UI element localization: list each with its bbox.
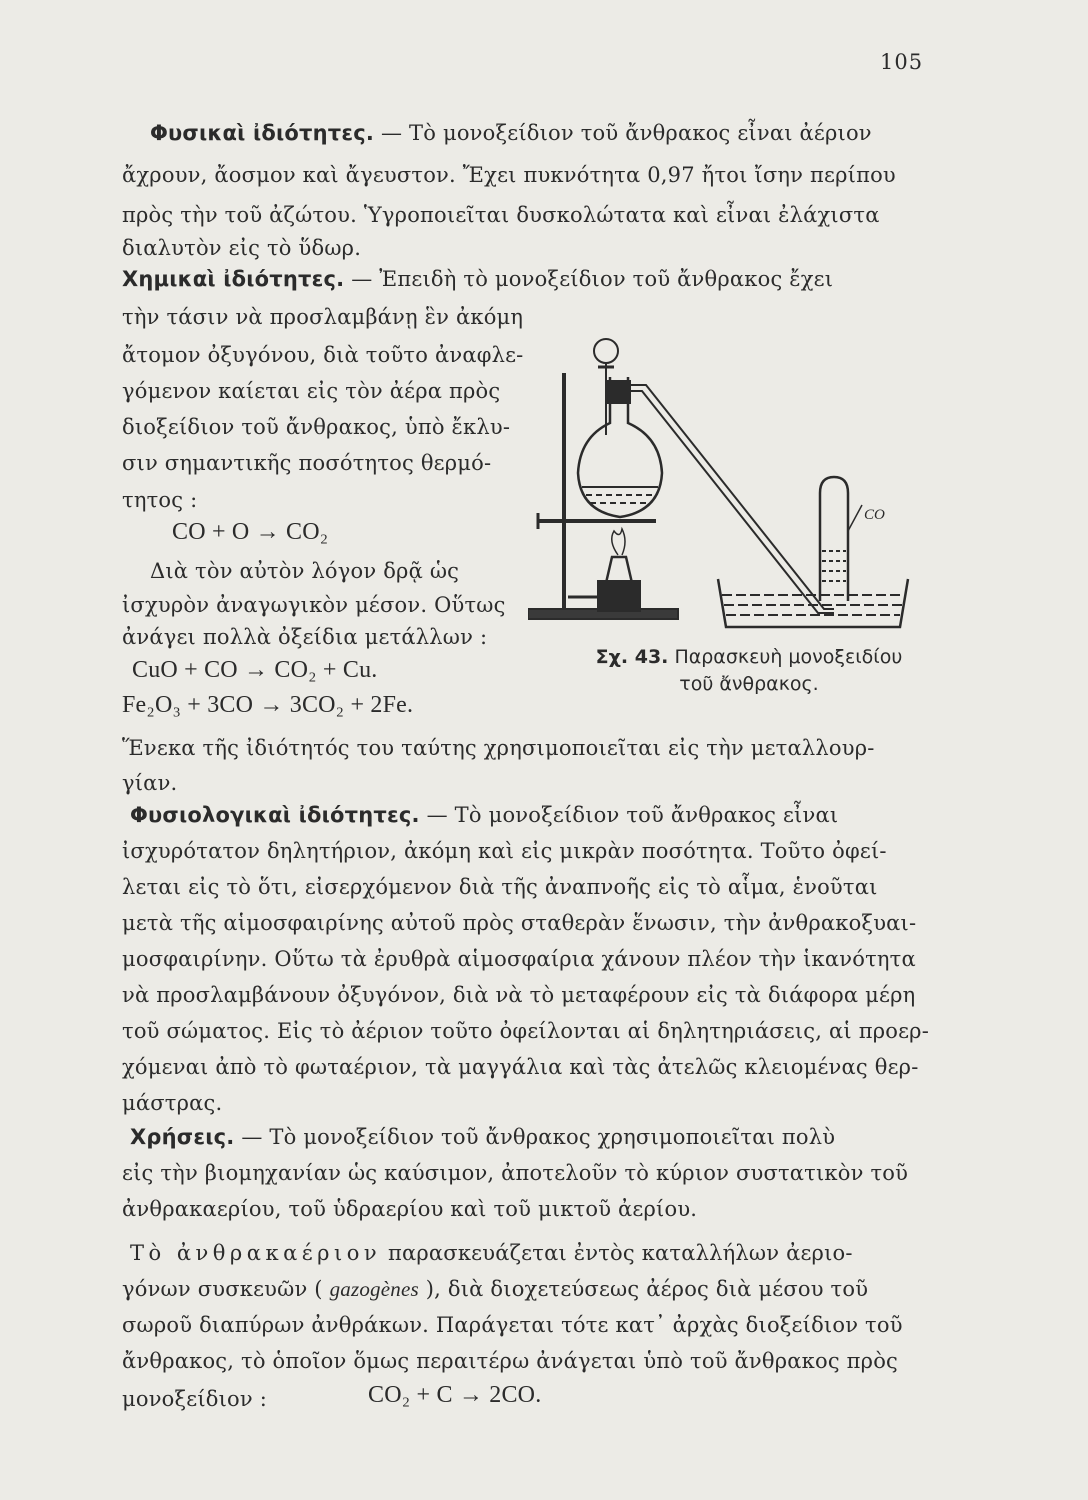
physiological-heading: Φυσιολογικαὶ ἰδιότητες. — [130, 803, 420, 827]
physical-line-1 — [150, 118, 872, 148]
apparatus-figure — [528, 325, 920, 635]
chemical-line-6: σιν σημαντικῆς ποσότητος θερμό- — [122, 451, 492, 475]
chemical-line-1 — [122, 264, 833, 294]
figure-caption-line-2: τοῦ ἄνθρακος. — [679, 673, 819, 695]
equation-co2-reduction: CO₂ + C → 2CO. — [368, 1382, 542, 1408]
uses-line-3: ἀνθρακαερίου, τοῦ ὑδραερίου καὶ τοῦ μικτοῦ ἀερίου. — [122, 1197, 698, 1221]
uses-text-5b: ), διὰ διοχετεύσεως ἀέρος διὰ μέσου τοῦ — [418, 1277, 869, 1301]
uses-heading: Χρήσεις. — [130, 1125, 235, 1149]
physiological-line-8: χόμεναι ἀπὸ τὸ φωταέριον, τὰ μαγγάλια καὶ τὰς ἀτελῶς κλειομένας θερ- — [122, 1055, 919, 1079]
apparatus-drawing — [528, 325, 920, 635]
uses-line-7: ἄνθρακος, τὸ ὁποῖον ὅμως περαιτέρω ἀνάγεται ὑπὸ τοῦ ἄνθρακος πρὸς — [122, 1349, 899, 1373]
uses-line-5 — [122, 1274, 868, 1304]
physiological-text-1: — Τὸ μονοξείδιον τοῦ ἄνθρακος εἶναι — [419, 803, 839, 827]
uses-line-8: μονοξείδιον : — [122, 1387, 268, 1411]
physiological-line-5: μοσφαιρίνην. Οὕτω τὰ ἐρυθρὰ αἱμοσφαίρια χάνουν πλέον τὴν ἱκανότητα — [122, 947, 916, 971]
physical-line-4: διαλυτὸν εἰς τὸ ὕδωρ. — [122, 236, 362, 260]
physiological-line-1 — [130, 800, 838, 830]
chemical-line-10: ἀνάγει πολλὰ ὀξείδια μετάλλων : — [122, 625, 488, 649]
co-label: CO — [864, 507, 885, 523]
physiological-line-3: λεται εἰς τὸ ὅτι, εἰσερχόμενον διὰ τῆς ἀναπνοῆς εἰς τὸ αἷμα, ἑνοῦται — [122, 875, 878, 899]
spaced-term: Τὸ ἀνθρακαέριον — [130, 1241, 382, 1265]
chemical-line-8: Διὰ τὸν αὐτὸν λόγον δρᾷ ὡς — [150, 559, 460, 583]
chemical-heading: Χημικαὶ ἰδιότητες. — [122, 267, 345, 291]
uses-text-5a: γόνων συσκευῶν ( — [122, 1277, 330, 1301]
equation-fe2o3-reduction: Fe₂O₃ + 3CO → 3CO₂ + 2Fe. — [122, 692, 414, 718]
chemical-line-12: γίαν. — [122, 771, 178, 795]
uses-text-1: — Τὸ μονοξείδιον τοῦ ἄνθρακος χρησιμοποιεῖται πολὺ — [234, 1125, 836, 1149]
physiological-line-7: τοῦ σώματος. Εἰς τὸ ἀέριον τοῦτο ὀφείλονται αἱ δηλητηριάσεις, αἱ προερ- — [122, 1019, 930, 1043]
physiological-line-6: νὰ προσλαμβάνουν ὀξυγόνον, διὰ νὰ τὸ μεταφέρουν εἰς τὰ διάφορα μέρη — [122, 983, 916, 1007]
uses-line-4 — [130, 1238, 853, 1268]
physiological-line-2: ἰσχυρότατον δηλητήριον, ἀκόμη καὶ εἰς μικρὰν ποσότητα. Τοῦτο ὀφεί- — [122, 839, 887, 863]
physical-line-3: πρὸς τὴν τοῦ ἀζώτου. Ὑγροποιεῖται δυσκολώτατα καὶ εἶναι ἐλάχιστα — [122, 203, 880, 227]
physical-text-1: — Τὸ μονοξείδιον τοῦ ἄνθρακος εἶναι ἀέριον — [374, 121, 872, 145]
chemical-line-11: Ἕνεκα τῆς ἰδιότητός του ταύτης χρησιμοποιεῖται εἰς τὴν μεταλλουρ- — [122, 736, 875, 760]
chemical-line-7: τητος : — [122, 488, 198, 512]
uses-line-2: εἰς τὴν βιομηχανίαν ὡς καύσιμον, ἀποτελοῦν τὸ κύριον συστατικὸν τοῦ — [122, 1161, 909, 1185]
figure-caption — [574, 644, 924, 698]
physical-line-2: ἄχρουν, ἄοσμον καὶ ἄγευστον. Ἔχει πυκνότητα 0,97 ἤτοι ἴσην περίπου — [122, 163, 896, 187]
chemical-line-3: ἄτομον ὀξυγόνου, διὰ τοῦτο ἀναφλε- — [122, 343, 524, 367]
physiological-line-9: μάστρας. — [122, 1091, 223, 1115]
uses-text-4: παρασκευάζεται ἐντὸς καταλλήλων ἀεριο- — [381, 1241, 853, 1265]
chemical-line-4: γόμενον καίεται εἰς τὸν ἀέρα πρὸς — [122, 379, 501, 403]
chemical-line-5: διοξείδιον τοῦ ἄνθρακος, ὑπὸ ἔκλυ- — [122, 415, 511, 439]
figure-caption-line-1: Παρασκευὴ μονοξειδίου — [674, 646, 903, 668]
uses-line-6: σωροῦ διαπύρων ἀνθράκων. Παράγεται τότε κατ᾿ ἀρχὰς διοξείδιον τοῦ — [122, 1313, 903, 1337]
chemical-text-1: — Ἐπειδὴ τὸ μονοξείδιον τοῦ ἄνθρακος ἔχει — [344, 267, 834, 291]
gazogenes-term: gazogènes — [329, 1277, 419, 1301]
figure-label: Σχ. 43. — [595, 646, 669, 668]
physical-heading: Φυσικαὶ ἰδιότητες. — [150, 121, 375, 145]
uses-line-1 — [130, 1122, 835, 1152]
physiological-line-4: μετὰ τῆς αἱμοσφαιρίνης αὐτοῦ πρὸς σταθερὰν ἕνωσιν, τὴν ἀνθρακοξυαι- — [122, 911, 917, 935]
chemical-line-9: ἰσχυρὸν ἀναγωγικὸν μέσον. Οὕτως — [122, 593, 506, 617]
equation-co-oxidation: CO + O → CO₂ — [172, 519, 329, 545]
page-number: 105 — [880, 50, 924, 74]
chemical-line-2: τὴν τάσιν νὰ προσλαμβάνῃ ἓν ἀκόμη — [122, 305, 524, 329]
equation-cuo-reduction: CuO + CO → CO₂ + Cu. — [132, 657, 378, 683]
